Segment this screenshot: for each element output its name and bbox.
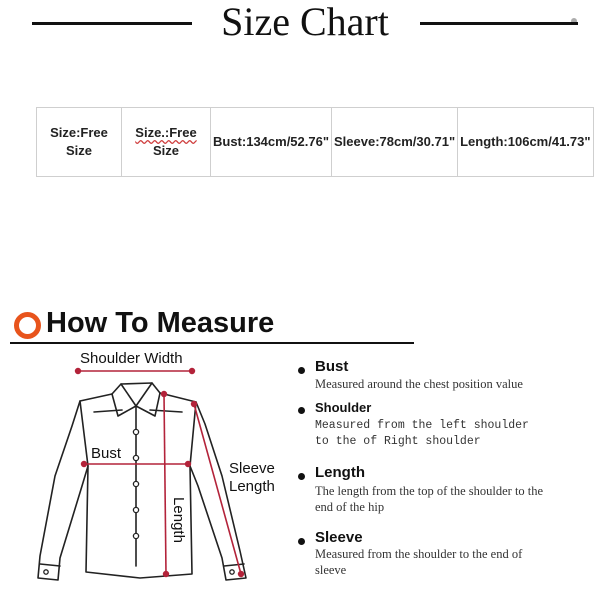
item-text: The length from the top of the shoulder to the end of the hip [315,484,544,514]
size-cell-line2: Size [65,143,92,158]
item-name: Shoulder [315,400,372,415]
item-name: Length [315,464,365,481]
sleeve-label-line2: Length [229,478,275,495]
item-text: Measured around the chest position value [315,377,523,391]
bust-cell: Bust:134cm/52.76" [211,108,332,177]
size-chart-header [0,0,600,48]
bullet-dot-icon [298,538,305,545]
item-text: Measured from the shoulder to the end of sleeve [315,547,523,577]
bullet-dot-icon [298,407,305,414]
sleeve-cell: Sleeve:78cm/30.71" [332,108,458,177]
measure-header-rule [10,342,414,344]
size-cell-alt [122,108,211,177]
how-to-measure-header [10,306,420,346]
size-alt-line1: Size.:Free [135,125,197,140]
sleeve-label-line1: Sleeve [229,460,275,477]
item-name: Sleeve [315,529,363,546]
size-table [36,107,594,177]
item-name: Bust [315,358,349,375]
bullet-dot-icon [298,473,305,480]
length-cell: Length:106cm/41.73" [458,108,593,177]
header-rule-right [420,22,578,25]
size-chart-title: Size Chart [221,0,389,44]
bust-label: Bust [91,445,122,462]
shirt-diagram [0,346,300,600]
item-text: Measured from the left shoulder to the of Right shoulder [315,419,529,448]
size-cell [37,108,122,177]
sleeve-length-label [229,460,289,496]
length-label: Length [170,497,187,543]
shoulder-width-label: Shoulder Width [80,350,183,367]
header-rule-left [32,22,192,25]
size-table-row [37,108,594,177]
measure-descriptions [296,356,596,596]
bullet-dot-icon [298,367,305,374]
header-rule-end-dot [571,18,577,24]
how-to-measure-title: How To Measure [46,307,275,339]
size-cell-line1: Size:Free [50,125,108,140]
ring-bullet-icon [14,312,41,339]
size-alt-line2: Size [152,143,179,158]
